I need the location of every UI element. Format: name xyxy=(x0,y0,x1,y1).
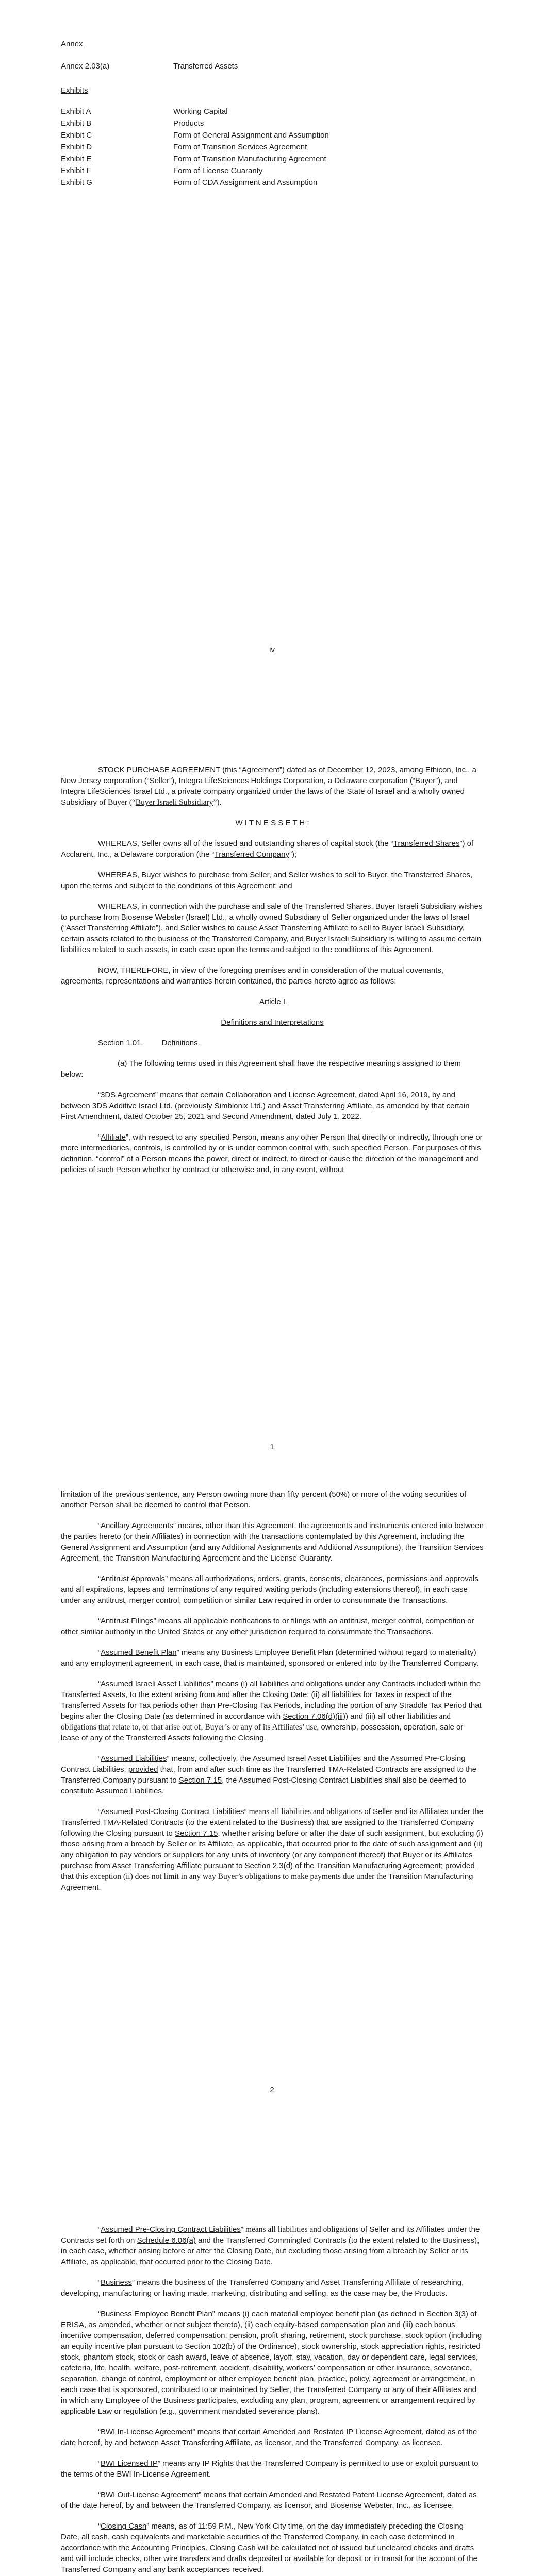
defined-term: Assumed Benefit Plan xyxy=(101,1648,177,1657)
exhibit-row xyxy=(61,141,484,153)
definition-3ds-agreement: “3DS Agreement” means that certain Collaboration and License Agreement, dated April 16, 2019, by and between 3DS Additive Israel Ltd. (previously Simbionix Ltd.) and Asset Transferring Affiliate, as amended by that certain First Amendment, dated October 25, 2021 and Second Amendment, dated July 1, 2022. xyxy=(61,1091,470,1121)
definition-assumed-israeli-asset-liabilities: “Assumed Israeli Asset Liabilities” means (i) all liabilities and obligations under any Contracts included within the Transferred Assets, to the extent arising from and after the Closing Date; (ii) all liabilities for Taxes in respect of the Transferred Assets for Tax periods other than Pre-Closing Tax Periods, including the portion of any Straddle Tax Period that begins after the Closing Date (as determined in accordance with Section 7.06(d)(iii)) and (iii) all other liabilities and obligations that relate to, or that arise out of, Buyer’s or any of its Affiliates’ use, ownership, possession, operation, sale or lease of any of the Transferred Assets following the Closing. xyxy=(61,1680,482,1742)
definition-ancillary-agreements: “Ancillary Agreements” means, other than this Agreement, the agreements and instruments entered into between the parties hereto (or their Affiliates) in connection with the transactions contemplated by this Agreement, including the General Assignment and Assumption (and any Additional Assignments and Additional Assumptions), the Transition Services Agreement, the Transition Manufacturing Agreement and the License Guaranty. xyxy=(61,1521,484,1563)
exhibit-row xyxy=(61,177,484,189)
cross-reference: Schedule 6.06(a) xyxy=(137,2236,196,2245)
cross-reference: Section 7.15 xyxy=(178,1776,222,1785)
definition-assumed-liabilities: “Assumed Liabilities” means, collectively, the Assumed Israel Asset Liabilities and the Assumed Pre-Closing Contract Liabilities; provided that, from and after such time as the Transferred TMA-Related Contracts are assigned to the Transferred Company pursuant to Section 7.15, the Assumed Post-Closing Contract Liabilities shall also be deemed to constitute Assumed Liabilities. xyxy=(61,1754,476,1795)
definition-assumed-post-closing-contract-liabilities: “Assumed Post-Closing Contract Liabilities” means all liabilities and obligations of Seller and its Affiliates under the Transferred TMA-Related Contracts (to the extent related to the Business) that are assigned to the Transferred Company following the Closing pursuant to Section 7.15, whether arising before or after the date of such assignment, but excluding (i) those arising from a breach by Seller or its Affiliate, as applicable, that occurred prior to the date of such assignment and (ii) any obligation to pay vendors or suppliers for any units of inventory (or any component thereof) that Buyer or its Affiliates purchase from Asset Transferring Affiliate pursuant to Section 2.3(d) of the Transition Manufacturing Agreement; provided that this exception (ii) does not limit in any way Buyer’s obligations to make payments due under the Transition Manufacturing Agreement. xyxy=(61,1807,484,1892)
annex-heading: Annex xyxy=(61,40,83,48)
cross-reference: Section 7.06(d)(iii) xyxy=(283,1712,345,1721)
exhibit-row xyxy=(61,129,484,141)
whereas-paragraph: WHEREAS, in connection with the purchase and sale of the Transferred Shares, Buyer Israeli Subsidiary wishes to purchase from Biosense Webster (Israel) Ltd., a wholly owned Subsidiary of Seller organized under the laws of Israel (“Asset Transferring Affiliate”), and Seller wishes to cause Asset Transferring Affiliate to sell to Buyer Israeli Subsidiary, certain assets related to the business of the Transferred Company, and Buyer Israeli Subsidiary is willing to assume certain liabilities related to such assets, in each case upon the terms and subject to the conditions of this Agreement. xyxy=(61,902,483,954)
annex-row xyxy=(61,60,484,72)
exhibit-key: Exhibit C xyxy=(61,131,92,140)
defined-term: provided xyxy=(445,1861,475,1870)
whereas-paragraph: WHEREAS, Seller owns all of the issued and outstanding shares of capital stock (the “Transferred Shares”) of Acclarent, Inc., a Delaware corporation (the “Transferred Company”); xyxy=(61,839,474,859)
definition-closing-cash: “Closing Cash” means, as of 11:59 P.M., New York City time, on the day immediately preceding the Closing Date, all cash, cash equivalents and marketable securities of the Transferred Company, in each case determined in accordance with the Accounting Principles. Closing Cash will be calculated net of issued but uncleared checks and drafts and will include checks, other wire transfers and drafts deposited or available for deposit or in transit for the account of the Transferred Company and any bank acceptances received. xyxy=(61,2522,477,2574)
exhibit-value: Products xyxy=(173,119,204,128)
definition-affiliate: “Affiliate”, with respect to any specified Person, means any other Person that directly or indirectly, through one or more intermediaries, controls, is controlled by or is under common control with, such specified Person. For purposes of this definition, “control” of a Person means the power, direct or indirect, to direct or cause the direction of the management and policies of such Person whether by contract or otherwise and, in any event, without xyxy=(61,1133,483,1174)
definition-bwi-out-license-agreement: “BWI Out-License Agreement” means that certain Amended and Restated Patent License Agreement, dated as of the date hereof, by and between the Transferred Company, as licensor, and Biosense Webster, Inc., as licensee. xyxy=(61,2490,477,2510)
defined-term: Antitrust Filings xyxy=(101,1617,154,1625)
agreement-page-1 xyxy=(0,732,544,1484)
page-number: 1 xyxy=(270,1443,274,1451)
definition-business: “Business” means the business of the Transferred Company and Asset Transferring Affiliate of researching, developing, manufacturing or having made, marketing, distributing and selling, as the case may be, the Products. xyxy=(61,2278,464,2298)
defined-term: Assumed Post-Closing Contract Liabilities xyxy=(101,1807,244,1816)
agreement-page-3 xyxy=(0,2205,544,2576)
defined-term: Business xyxy=(101,2278,132,2287)
exhibit-row xyxy=(61,165,484,177)
exhibit-key: Exhibit A xyxy=(61,107,91,116)
intro-paragraph: STOCK PURCHASE AGREEMENT (this “Agreement”) dated as of December 12, 2023, among Ethicon, Inc., a New Jersey corporation (“Seller”), Integra LifeSciences Holdings Corporation, a Delaware corporation (“Buyer”), and Integra LifeSciences Israel Ltd., a private company organized under the laws of the State of Israel and a wholly owned Subsidiary of Buyer (“Buyer Israeli Subsidiary”). xyxy=(61,766,476,807)
agreement-page-2 xyxy=(0,1484,544,2205)
annex-value: Transferred Assets xyxy=(173,62,238,71)
defined-term: Transferred Shares xyxy=(393,839,460,848)
defined-term: Assumed Liabilities xyxy=(101,1754,167,1763)
defined-term: BWI Licensed IP xyxy=(101,2459,158,2468)
exhibit-row xyxy=(61,106,484,117)
article-heading: Article I xyxy=(259,997,285,1006)
defined-term: Buyer xyxy=(415,776,436,785)
annex-key: Annex 2.03(a) xyxy=(61,62,110,71)
defined-term: Closing Cash xyxy=(101,2522,147,2531)
definition-bwi-licensed-ip: “BWI Licensed IP” means any IP Rights that the Transferred Company is permitted to use or exploit pursuant to the terms of the BWI In-License Agreement. xyxy=(61,2459,479,2479)
exhibits-heading: Exhibits xyxy=(61,86,88,95)
article-title: Definitions and Interpretations xyxy=(221,1018,324,1027)
cross-reference: Section 7.15 xyxy=(174,1829,218,1838)
exhibit-key: Exhibit F xyxy=(61,166,91,175)
defined-term: Assumed Pre-Closing Contract Liabilities xyxy=(101,2225,241,2234)
definition-antitrust-filings: “Antitrust Filings” means all applicable notifications to or filings with an antitrust, merger control, competition or other similar authority in the United States or any other jurisdiction required to consummate the Transactions. xyxy=(61,1617,474,1636)
exhibit-value: Form of License Guaranty xyxy=(173,166,263,175)
defined-term: Transferred Company xyxy=(214,850,289,859)
defined-term: Ancillary Agreements xyxy=(101,1521,173,1530)
definition-assumed-pre-closing-contract-liabilities: “Assumed Pre-Closing Contract Liabilities” means all liabilities and obligations of Seller and its Affiliates under the Contracts set forth on Schedule 6.06(a) and the Transferred Commingled Contracts (to the extent related to the Business), in each case, whether arising before or after the Closing Date, but excluding those arising from a breach by Seller or its Affiliate, as applicable, that occurred prior to the Closing Date. xyxy=(61,2225,480,2266)
defined-term: Asset Transferring Affiliate xyxy=(66,924,156,933)
page-number: iv xyxy=(269,646,275,654)
exhibit-row xyxy=(61,153,484,165)
definition-assumed-benefit-plan: “Assumed Benefit Plan” means any Business Employee Benefit Plan (determined without regard to materiality) and any employment agreement, in each case, that is maintained, sponsored or entered into by the Transferred Company. xyxy=(61,1648,479,1668)
exhibit-value: Form of Transition Services Agreement xyxy=(173,143,307,151)
exhibit-list xyxy=(61,106,484,189)
defined-term: 3DS Agreement xyxy=(101,1091,155,1099)
page-number: 2 xyxy=(270,2086,274,2094)
defined-term: BWI Out-License Agreement xyxy=(101,2490,199,2499)
toc-page xyxy=(0,0,544,654)
exhibit-key: Exhibit B xyxy=(61,119,92,128)
exhibit-value: Form of CDA Assignment and Assumption xyxy=(173,178,318,187)
section-heading: Section 1.01. Definitions. xyxy=(98,1039,200,1047)
witnesseth-heading: W I T N E S S E T H : xyxy=(235,819,309,827)
defined-term: Assumed Israeli Asset Liabilities xyxy=(101,1680,211,1688)
definition-bwi-in-license-agreement: “BWI In-License Agreement” means that certain Amended and Restated IP License Agreement, dated as of the date hereof, by and between Asset Transferring Affiliate, as licensor, and the Transferred Company, as licensee. xyxy=(61,2428,477,2447)
exhibit-value: Form of Transition Manufacturing Agreement xyxy=(173,155,326,163)
defined-term: Agreement xyxy=(241,766,280,774)
exhibit-key: Exhibit E xyxy=(61,155,92,163)
definitions-intro: (a) The following terms used in this Agreement shall have the respective meanings assigned to them below: xyxy=(61,1059,461,1079)
exhibit-row xyxy=(61,117,484,129)
defined-term: BWI In-License Agreement xyxy=(101,2428,193,2436)
definition-antitrust-approvals: “Antitrust Approvals” means all authorizations, orders, grants, consents, clearances, permissions and approvals and all expirations, lapses and terminations of any required waiting periods (including extensions thereof), in each case under any antitrust, merger control, competition or similar Law required in order to consummate the Transactions. xyxy=(61,1574,479,1605)
defined-term: Seller xyxy=(149,776,170,785)
defined-term: Antitrust Approvals xyxy=(101,1574,166,1583)
exhibit-key: Exhibit D xyxy=(61,143,92,151)
defined-term: Buyer Israeli Subsidiary xyxy=(135,798,213,807)
whereas-paragraph: WHEREAS, Buyer wishes to purchase from Seller, and Seller wishes to sell to Buyer, the Transferred Shares, upon the terms and subject to the conditions of this Agreement; and xyxy=(61,871,473,890)
exhibit-key: Exhibit G xyxy=(61,178,92,187)
definition-business-employee-benefit-plan: “Business Employee Benefit Plan” means (i) each material employee benefit plan (as defined in Section 3(3) of ERISA, as amended, whether or not subject thereto), (ii) each equity-based compensation plan and (iii) each bonus incentive compensation, deferred compensation, pension, profit sharing, retirement, stock purchase, stock option (including an equity incentive plan pursuant to Section 102(b) of the Ordinance), stock ownership, stock appreciation rights, restricted stock, phantom stock, stock or cash award, leave of absence, layoff, stay, vacation, day or dependent care, legal services, cafeteria, life, health, welfare, post-retirement, accident, disability, workers’ compensation or other insurance, severance, separation, change of control, employment or other employee benefit plan, practice, policy, agreement or arrangement, in each case that is sponsored, contributed to or maintained by Seller, the Transferred Company or any of their Affiliates and in which any Employee of the Business participates, excluding any plan, program, agreement or arrangement required by applicable Law or regulation (e.g., government mandated severance plans). xyxy=(61,2310,482,2416)
defined-term: provided xyxy=(128,1765,158,1774)
exhibit-value: Working Capital xyxy=(173,107,228,116)
affiliate-continuation: limitation of the previous sentence, any Person owning more than fifty percent (50%) or more of the voting securities of another Person shall be deemed to control that Person. xyxy=(61,1490,467,1510)
defined-term: Affiliate xyxy=(101,1133,126,1142)
exhibit-value: Form of General Assignment and Assumption xyxy=(173,131,329,140)
now-therefore-paragraph: NOW, THEREFORE, in view of the foregoing premises and in consideration of the mutual covenants, agreements, representations and warranties herein contained, the parties hereto agree as follows: xyxy=(61,966,444,986)
defined-term: Business Employee Benefit Plan xyxy=(101,2310,212,2318)
